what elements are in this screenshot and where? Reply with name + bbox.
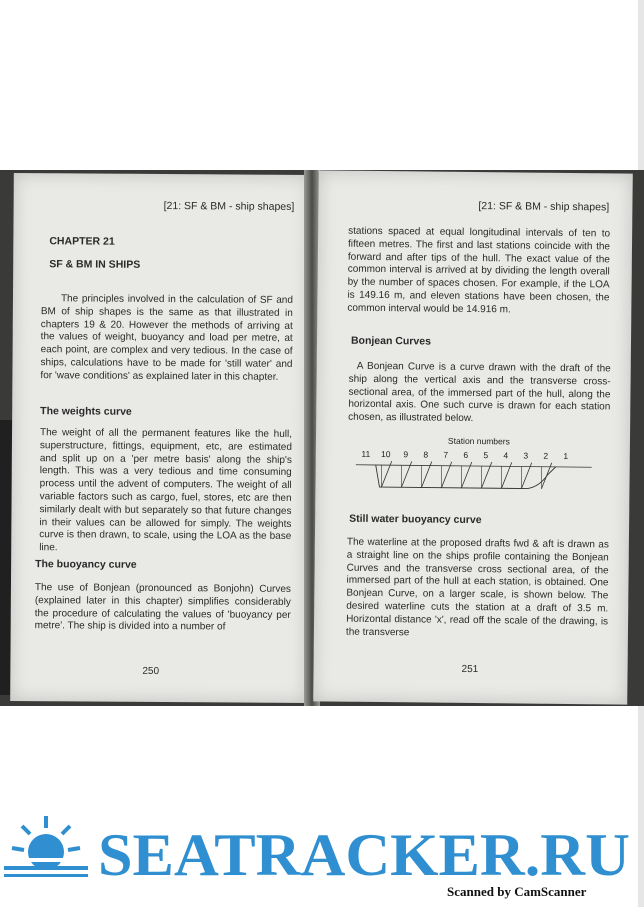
station-label-8: 8 — [423, 449, 429, 460]
waterline — [356, 465, 592, 467]
station-label-10: 10 — [381, 449, 391, 460]
station-label-4: 4 — [503, 450, 509, 461]
station-label-9: 9 — [403, 449, 409, 460]
camscanner-label: Scanned by CamScanner — [447, 884, 587, 899]
watermark-text: SEATRACKER.RU — [98, 822, 630, 882]
station-label-3: 3 — [523, 450, 529, 461]
chapter-number: CHAPTER 21 — [49, 235, 115, 248]
weights-curve-heading: The weights curve — [40, 405, 132, 418]
bonjean-curves-heading: Bonjean Curves — [350, 334, 432, 348]
intro-paragraph: The principles involved in the calculation of SF and BM of ship shapes is the same as that illustrated in chapters 19 & 20. However the methods of arriving at the values of weight, buoyancy and load per metre, at each point, are complex and very tedious. In the case of ships, calculations have to be made for 'still water' and for 'wave conditions' as explained later in this chapter. — [40, 293, 294, 383]
running-header-left: [21: SF & BM - ship shapes] — [163, 200, 295, 213]
still-water-heading: Still water buoyancy curve — [349, 512, 482, 527]
chapter-title: SF & BM IN SHIPS — [49, 258, 141, 271]
still-water-paragraph: The waterline at the proposed drafts fwd & aft is drawn as a straight line on the ships profile containing the Bonjean Curves and the transverse cross sectional area, of the immersed part of the hull at each station, is obtained. One Bonjean Curve, on a larger scale, is shown below. The desired waterline cuts the station at a draft of 3.5 m. Horizontal distance 'x', read off the scale of the drawing, is the transverse — [345, 536, 609, 638]
station-label-7: 7 — [443, 449, 449, 460]
stations-paragraph: stations spaced at equal longitudinal intervals of ten to fifteen metres. The first and last stations coincide with the forward and after tips of the hull. The exact value of the common interval is arrived at by dividing the length overall by the number of spaces chosen. For example, if the LOA is 149.16 m, and eleven stations have been chosen, the common interval would be 14.916 m. — [347, 225, 611, 316]
buoyancy-curve-heading: The buoyancy curve — [35, 558, 137, 571]
sun-logo-icon — [4, 816, 88, 877]
right-page — [313, 170, 633, 704]
station-label-2: 2 — [543, 450, 549, 461]
running-header-right: [21: SF & BM - ship shapes] — [478, 200, 610, 214]
bonjean-diagram — [355, 433, 596, 502]
bonjean-curves-paragraph: A Bonjean Curve is a curve drawn with the draft of the ship along the vertical axis and the transverse cross-sectional area, of the immersed part of the hull, along the horizontal axis. One such curve is drawn for each station chosen, as illustrated below. — [348, 360, 611, 425]
buoyancy-curve-paragraph: The use of Bonjean (pronounced as Bonjohn) Curves (explained later in this chapter) simplifies considerably the procedure of calculating the values of 'buoyancy per metre'. The ship is divided into a number of — [34, 582, 291, 633]
station-labels — [361, 449, 568, 461]
left-page — [10, 173, 310, 703]
page-number-right: 251 — [461, 663, 479, 676]
page-number-left: 250 — [142, 665, 160, 677]
diagram-title: Station numbers — [447, 435, 510, 447]
book-photo — [0, 170, 644, 706]
station-label-11: 11 — [361, 448, 371, 459]
station-label-6: 6 — [463, 449, 469, 460]
weights-curve-paragraph: The weight of all the permanent features like the hull, superstructure, fittings, equipment, etc, are estimated and split up on a 'per metre basis' along the ship's length. This was a very tedious and time consuming process until the advent of computers. The weight of all variable factors such as cargo, fuel, stores, etc are then similarly dealt with but separately so that future changes in their values can be allowed for simply. The weights curve is then drawn, to scale, using the LOA as the base line. — [39, 427, 293, 554]
seatracker-watermark — [0, 812, 644, 882]
station-label-5: 5 — [483, 450, 489, 461]
station-label-1: 1 — [563, 450, 569, 461]
